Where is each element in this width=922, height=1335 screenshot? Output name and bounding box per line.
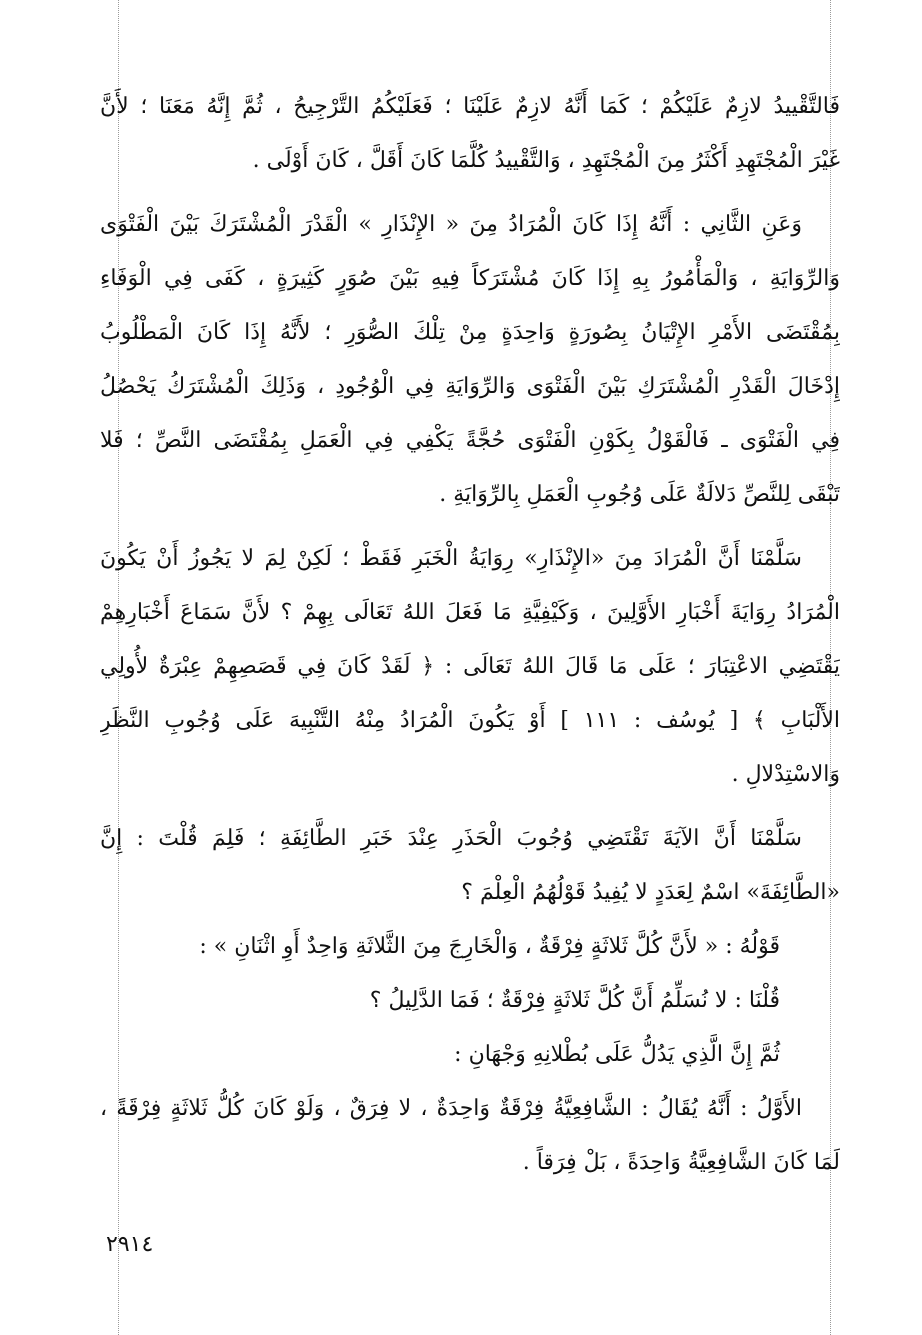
text-line: وَالرِّوَايَةِ ، وَالْمَأْمُورُ بِهِ إِذَا كَانَ مُشْتَرَكاً فِيهِ بَيْنَ صُوَرٍ كَثِيرَةٍ ، كَفَى فِي الْوَفَاءِ xyxy=(100,266,840,291)
paragraph-start-line: وَعَنِ الثَّانِي : أَنَّهُ إِذَا كَانَ الْمُرَادُ مِنَ « الإِنْذَارِ » الْقَدْرَ الْمُشْتَرَكَ بَيْنَ الْفَتْوَى xyxy=(100,212,802,237)
text-line: وَالاسْتِدْلالِ . xyxy=(731,762,840,787)
text-line: فِي الْفَتْوَى ـ فَالْقَوْلُ بِكَوْنِ الْفَتْوَى حُجَّةً يَكْفِي فِي الْعَمَلِ بِمُقْتَضَى النَّصِّ ؛ فَلا xyxy=(100,428,840,453)
paragraph-start-line: قُلْنَا : لا نُسَلِّمُ أَنَّ كُلَّ ثَلاثَةٍ فِرْقَةٌ ؛ فَمَا الدَّلِيلُ ؟ xyxy=(369,988,780,1013)
text-line: لَمَا كَانَ الشَّافِعِيَّةُ وَاحِدَةً ، بَلْ فِرَقاً . xyxy=(522,1150,840,1175)
text-line: فَالتَّقْييدُ لازِمٌ عَلَيْكُمْ ؛ كَمَا أَنَّهُ لازِمٌ عَلَيْنَا ؛ فَعَلَيْكُمُ التَّرْجِيحُ ، ثُمَّ إِنَّهُ مَعَنَا ؛ لأَنَّ xyxy=(100,94,840,119)
paragraph-start-line: ثُمَّ إِنَّ الَّذِي يَدُلُّ عَلَى بُطْلانِهِ وَجْهَانِ : xyxy=(454,1042,780,1067)
text-line: غَيْرَ الْمُجْتَهِدِ أَكْثَرُ مِنَ الْمُجْتَهِدِ ، وَالتَّقْييدُ كُلَّمَا كَانَ أَقَلَّ ، كَانَ أَوْلَى . xyxy=(252,148,840,173)
text-line: الأَلْبَابِ ﴾ [ يُوسُف : ١١١ ] أَوْ يَكُونَ الْمُرَادُ مِنْهُ التَّنْبِيهَ عَلَى وُجُوبِ النَّظَرِ xyxy=(100,708,840,733)
body-text xyxy=(100,80,840,1190)
paragraph-start-line: سَلَّمْنَا أَنَّ الْمُرَادَ مِنَ «الإِنْذَارِ» رِوَايَةُ الْخَبَرِ فَقَطْ ؛ لَكِنْ لِمَ لا يَجُوزُ أَنْ يَكُونَ xyxy=(100,546,802,571)
text-line: تَبْقَى لِلنَّصِّ دَلالَةٌ عَلَى وُجُوبِ الْعَمَلِ بِالرِّوَايَةِ . xyxy=(439,482,840,507)
paragraph-start-line: قَوْلُهُ : « لأَنَّ كُلَّ ثَلاثَةٍ فِرْقَةٌ ، وَالْخَارِجَ مِنَ الثَّلاثَةِ وَاحِدٌ أَوِ اثْنَانِ » : xyxy=(199,934,780,959)
text-line: بِمُقْتَضَى الأَمْرِ الإِتْيَانُ بِصُورَةٍ وَاحِدَةٍ مِنْ تِلْكَ الصُّوَرِ ؛ لأَنَّهُ إِذَا كَانَ الْمَطْلُوبُ xyxy=(100,320,840,345)
text-line: الْمُرَادُ رِوَايَةَ أَخْبَارِ الأَوَّلِينَ ، وَكَيْفِيَّةِ مَا فَعَلَ اللهُ تَعَالَى بِهِمْ ؟ لأَنَّ سَمَاعَ أَخْبَارِهِمْ xyxy=(100,600,840,625)
paragraph-start-line: سَلَّمْنَا أَنَّ الآيَةَ تَقْتَضِي وُجُوبَ الْحَذَرِ عِنْدَ خَبَرِ الطَّائِفَةِ ؛ فَلِمَ قُلْتَ : إِنَّ xyxy=(100,826,802,851)
paragraph-start-line: الأَوَّلُ : أَنَّهُ يُقَالُ : الشَّافِعِيَّةُ فِرْقَةٌ وَاحِدَةٌ ، لا فِرَقٌ ، وَلَوْ كَانَ كُلُّ ثَلاثَةٍ فِرْقَةً ، xyxy=(100,1096,802,1121)
text-line: يَقْتَضِي الاعْتِبَارَ ؛ عَلَى مَا قَالَ اللهُ تَعَالَى : ﴿ لَقَدْ كَانَ فِي قَصَصِهِمْ عِبْرَةٌ لأُولِي xyxy=(100,654,840,679)
text-line: «الطَّائِفَةَ» اسْمٌ لِعَدَدٍ لا يُفِيدُ قَوْلُهُمُ الْعِلْمَ ؟ xyxy=(461,880,840,905)
text-line: إِدْخَالَ الْقَدْرِ الْمُشْتَرَكِ بَيْنَ الْفَتْوَى وَالرِّوَايَةِ فِي الْوُجُودِ ، وَذَلِكَ الْمُشْتَرَكُ يَحْصُلُ xyxy=(100,374,840,399)
page-number: ٢٩١٤ xyxy=(106,1232,154,1257)
